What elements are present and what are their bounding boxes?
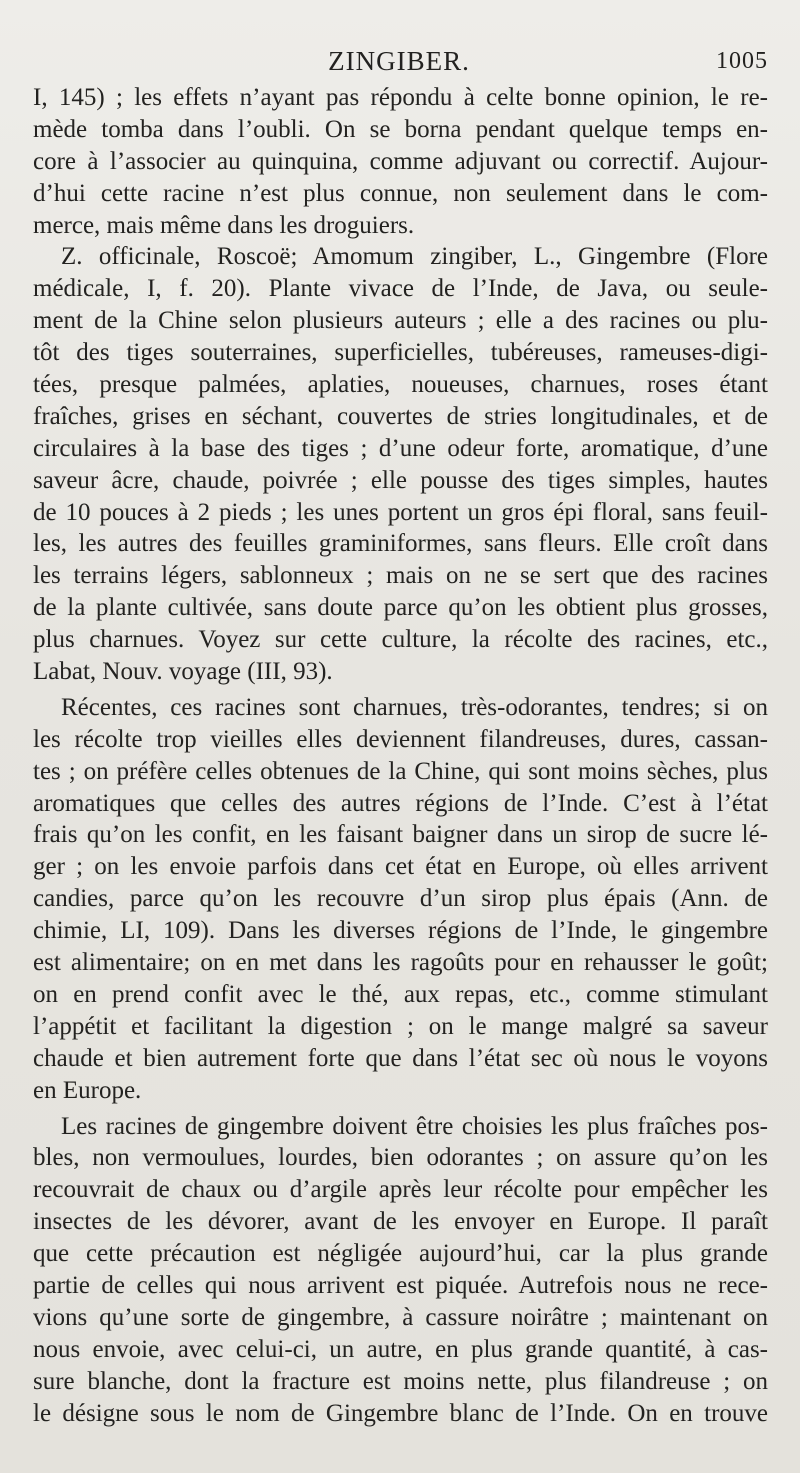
text-line: circulaires à la base des tiges ; d’une odeur forte, aromatique, d’une bbox=[33, 434, 768, 462]
text-line: les, les autres des feuilles graminiformes, sans fleurs. Elle croît dans bbox=[33, 530, 768, 558]
text-line: tées, presque palmées, aplaties, noueuses, charnues, roses étant bbox=[33, 371, 768, 399]
text-line: nous envoie, avec celui-ci, un autre, en plus grande quantité, à cas- bbox=[33, 1335, 768, 1363]
page-header bbox=[30, 42, 768, 82]
text-line: partie de celles qui nous arrivent est piquée. Autrefois nous ne rece- bbox=[33, 1271, 768, 1299]
text-line: ger ; on les envoie parfois dans cet état en Europe, où elles arrivent bbox=[33, 853, 768, 881]
text-line: chimie, LI, 109). Dans les diverses régions de l’Inde, le gingembre bbox=[33, 917, 768, 945]
text-line: Récentes, ces racines sont charnues, très-odorantes, tendres; si on bbox=[61, 693, 768, 721]
text-line: candies, parce qu’on les recouvre d’un sirop plus épais (Ann. de bbox=[33, 885, 768, 913]
text-line: est alimentaire; on en met dans les ragoûts pour en rehausser le goût; bbox=[33, 949, 768, 977]
text-line: de 10 pouces à 2 pieds ; les unes portent un gros épi floral, sans feuil- bbox=[33, 498, 768, 526]
text-line: que cette précaution est négligée aujourd’hui, car la plus grande bbox=[33, 1240, 768, 1268]
text-line: les récolte trop vieilles elles deviennent filandreuses, dures, cassan- bbox=[33, 725, 768, 753]
text-line: de la plante cultivée, sans doute parce qu’on les obtient plus grosses, bbox=[33, 594, 768, 622]
text-line: tes ; on préfère celles obtenues de la Chine, qui sont moins sèches, plus bbox=[33, 757, 768, 785]
running-head: ZINGIBER. bbox=[328, 46, 470, 76]
text-line: aromatiques que celles des autres régions de l’Inde. C’est à l’état bbox=[33, 789, 768, 817]
text-line: I, 145) ; les effets n’ayant pas répondu à celte bonne opinion, le re- bbox=[33, 84, 768, 111]
text-line: d’hui cette racine n’est plus connue, non seulement dans le com- bbox=[33, 179, 768, 207]
text-line: insectes de les dévorer, avant de les envoyer en Europe. Il paraît bbox=[33, 1208, 768, 1236]
paragraph bbox=[33, 1111, 768, 1430]
text-line: frais qu’on les confit, en les faisant baigner dans un sirop de sucre lé- bbox=[33, 821, 768, 849]
text-line: les terrains légers, sablonneux ; mais on ne se sert que des racines bbox=[33, 562, 768, 590]
text-line: plus charnues. Voyez sur cette culture, la récolte des racines, etc., bbox=[33, 626, 768, 654]
text-line: Les racines de gingembre doivent être choisies les plus fraîches pos- bbox=[61, 1112, 768, 1140]
text-line: le désigne sous le nom de Gingembre blanc de l’Inde. On en trouve bbox=[33, 1399, 768, 1427]
text-line: l’appétit et facilitant la digestion ; on le mange malgré sa saveur bbox=[33, 1012, 768, 1040]
paragraph bbox=[33, 241, 768, 687]
text-line: fraîches, grises en séchant, couvertes de stries longitudinales, et de bbox=[33, 402, 768, 430]
text-line: merce, mais même dans les droguiers. bbox=[33, 211, 415, 239]
paragraph bbox=[33, 692, 768, 1107]
text-line: vions qu’une sorte de gingembre, à cassure noirâtre ; maintenant on bbox=[33, 1303, 768, 1331]
text-line: en Europe. bbox=[33, 1076, 142, 1104]
body-text bbox=[33, 82, 768, 1429]
text-line: saveur âcre, chaude, poivrée ; elle pousse des tiges simples, hautes bbox=[33, 466, 768, 494]
text-line: on en prend confit avec le thé, aux repas, etc., comme stimulant bbox=[33, 980, 768, 1008]
text-line: Z. officinale, Roscoë; Amomum zingiber, L., Gingembre (Flore bbox=[61, 243, 768, 271]
paragraph bbox=[33, 82, 768, 241]
text-line: bles, non vermoulues, lourdes, bien odorantes ; on assure qu’on les bbox=[33, 1144, 768, 1172]
text-line: mède tomba dans l’oubli. On se borna pendant quelque temps en- bbox=[33, 115, 768, 143]
text-line: chaude et bien autrement forte que dans l’état sec où nous le voyons bbox=[33, 1044, 768, 1072]
text-line: ment de la Chine selon plusieurs auteurs ; elle a des racines ou plu- bbox=[33, 307, 768, 335]
text-line: tôt des tiges souterraines, superficielles, tubéreuses, rameuses-digi- bbox=[33, 339, 768, 367]
text-line: sure blanche, dont la fracture est moins nette, plus filandreuse ; on bbox=[33, 1367, 768, 1395]
text-line: médicale, I, f. 20). Plante vivace de l’Inde, de Java, ou seule- bbox=[33, 275, 768, 303]
text-line: Labat, Nouv. voyage (III, 93). bbox=[33, 658, 333, 686]
page-number: 1005 bbox=[716, 48, 768, 74]
text-line: recouvrait de chaux ou d’argile après leur récolte pour empêcher les bbox=[33, 1176, 768, 1204]
text-line: core à l’associer au quinquina, comme adjuvant ou correctif. Aujour- bbox=[33, 147, 768, 175]
